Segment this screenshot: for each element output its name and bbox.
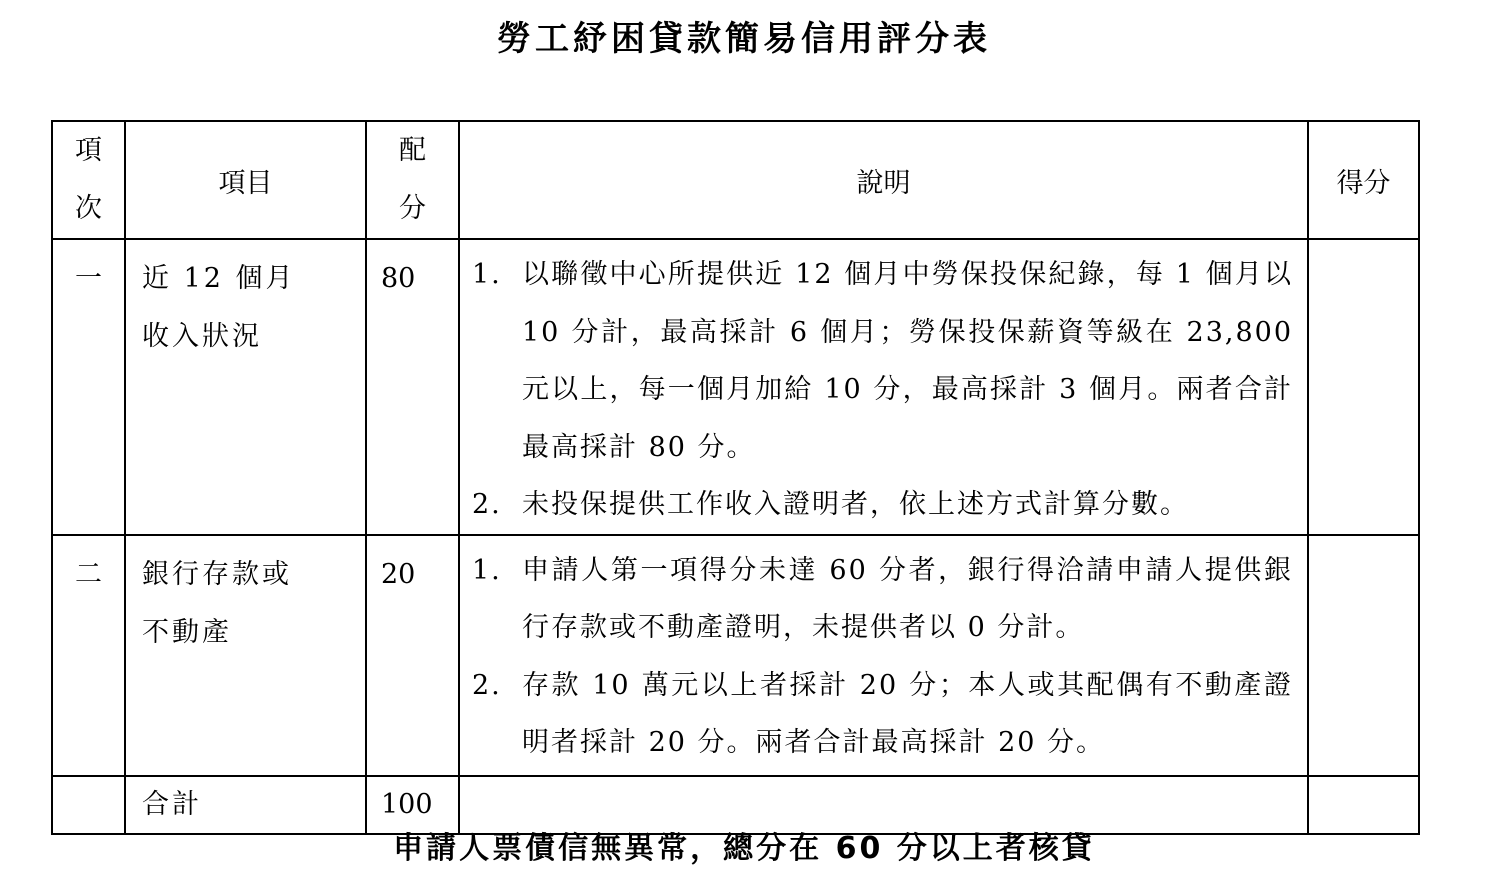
description-text: 申請人第一項得分未達 60 分者，銀行得洽請申請人提供銀行存款或不動產證明，未提供者以 0 分計。: [522, 554, 1293, 643]
description-number: 1.: [472, 554, 502, 586]
table-header-row: [52, 121, 1419, 239]
row-item: [125, 239, 366, 535]
row-item-line: 銀行存款或: [142, 558, 292, 590]
table-row: [52, 239, 1419, 535]
credit-score-table: [51, 120, 1420, 835]
header-points: [366, 121, 459, 239]
description-number: 1.: [472, 259, 502, 290]
row-points: 80: [366, 239, 459, 535]
description-item: [472, 657, 1293, 772]
header-points-bottom: 分: [399, 193, 426, 224]
header-description: 說明: [459, 121, 1308, 239]
header-score: 得分: [1308, 121, 1419, 239]
row-index: 二: [52, 535, 125, 776]
row-item: [125, 535, 366, 776]
description-item: [472, 476, 1293, 534]
row-index: 一: [52, 239, 125, 535]
row-item-line: 近 12 個月: [142, 263, 296, 294]
row-score-cell[interactable]: [1308, 535, 1419, 776]
header-index-bottom: 次: [75, 193, 102, 224]
description-text: 以聯徵中心所提供近 12 個月中勞保投保紀錄，每 1 個月以 10 分計，最高採計 6 個月；勞保投保薪資等級在 23,800 元以上，每一個月加給 10 分，最高採計 3 個月。兩者合計最高採計 80 分。: [522, 259, 1293, 463]
header-index: [52, 121, 125, 239]
row-description: [459, 239, 1308, 535]
page-title: 勞工紓困貸款簡易信用評分表: [497, 19, 991, 59]
approval-note: 申請人票債信無異常，總分在 60 分以上者核貸: [393, 831, 1095, 866]
row-item-line: 不動產: [142, 616, 232, 648]
row-description: [459, 535, 1308, 776]
row-points: 20: [366, 535, 459, 776]
total-label: 合計: [125, 776, 366, 834]
description-text: 存款 10 萬元以上者採計 20 分；本人或其配偶有不動產證明者採計 20 分。兩者合計最高採計 20 分。: [522, 669, 1293, 758]
description-item: [472, 542, 1293, 657]
total-points: 100: [366, 776, 459, 834]
header-points-top: 配: [399, 135, 426, 166]
row-score-cell[interactable]: [1308, 239, 1419, 535]
table-row: [52, 535, 1419, 776]
header-item: 項目: [125, 121, 366, 239]
description-text: 未投保提供工作收入證明者，依上述方式計算分數。: [522, 489, 1189, 520]
row-item-line: 收入狀況: [142, 321, 262, 352]
description-number: 2.: [472, 669, 502, 701]
description-item: [472, 246, 1293, 476]
description-number: 2.: [472, 489, 502, 520]
header-index-top: 項: [75, 135, 102, 166]
